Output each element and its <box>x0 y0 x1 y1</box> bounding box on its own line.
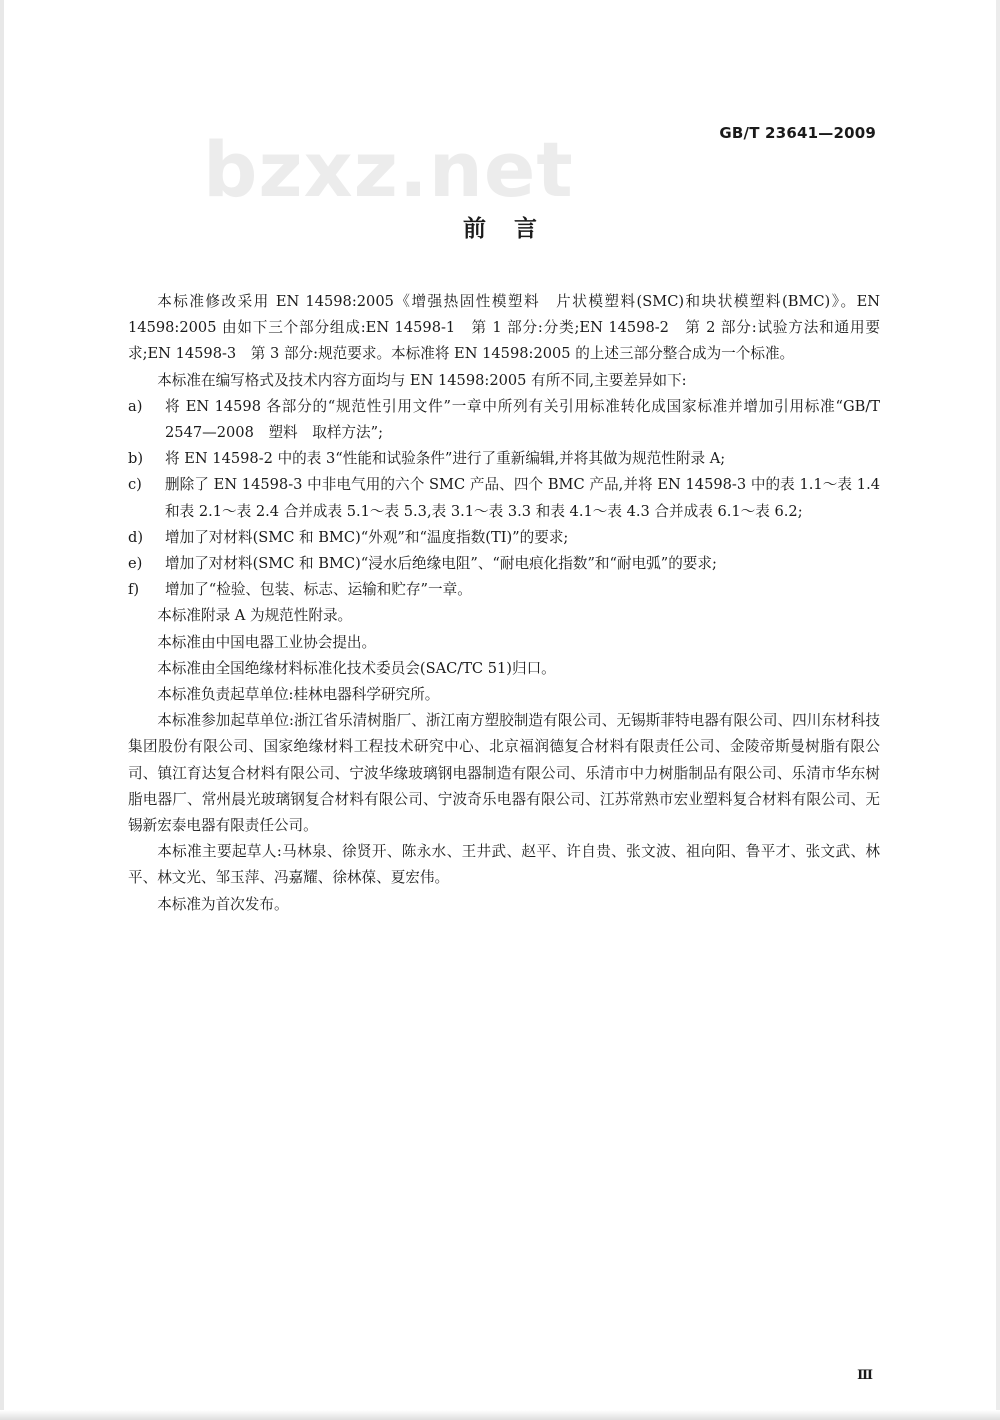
committee-statement: 本标准由全国绝缘材料标准化技术委员会(SAC/TC 51)归口。 <box>157 659 556 677</box>
annex-statement: 本标准附录 A 为规范性附录。 <box>157 607 353 625</box>
first-release-statement: 本标准为首次发布。 <box>157 895 289 913</box>
page-title-char-2: 言 <box>514 216 537 242</box>
page-bottom-shadow <box>0 1410 1000 1420</box>
list-item-marker: b) <box>128 450 144 468</box>
participants-statement: 本标准参加起草单位:浙江省乐清树脂厂、浙江南方塑胶制造有限公司、无锡斯菲特电器有限公司、四川东材科技集团股份有限公司、国家绝缘材料工程技术研究中心、北京福润德复合材料有限责任公司、金陵帝斯曼树脂有限公司、镇江育达复合材料有限公司、宁波华缘玻璃钢电器制造有限公司、乐清市中力树脂制品有限公司、乐清市华东树脂电器厂、常州晨光玻璃钢复合材料有限公司、宁波奇乐电器有限公司、江苏常熟市宏业塑料复合材料有限公司、无锡新宏泰电器有限责任公司。 <box>128 712 880 835</box>
list-item-text: 将 EN 14598-2 中的表 3“性能和试验条件”进行了重新编辑,并将其做为规范性附录 A; <box>165 450 726 468</box>
page-number: Ⅲ <box>857 1368 873 1383</box>
list-item <box>128 577 880 603</box>
list-item-marker: e) <box>128 555 143 573</box>
proposer-statement: 本标准由中国电器工业协会提出。 <box>157 633 377 651</box>
list-item-text: 增加了“检验、包装、标志、运输和贮存”一章。 <box>165 581 472 599</box>
intro-paragraph: 本标准修改采用 EN 14598:2005《增强热固性模塑料 片状模塑料(SMC)和块状模塑料(BMC)》。EN 14598:2005 由如下三个部分组成:EN 14598-1 第 1 部分:分类;EN 14598-2 第 2 部分:试验方法和通用要求;EN 14598-3 第 3 部分:规范要求。本标准将 EN 14598:2005 的上述三部分整合成为一个标准。 <box>128 293 880 363</box>
list-item-text: 增加了对材料(SMC 和 BMC)“外观”和“温度指数(TI)”的要求; <box>165 528 569 546</box>
list-item <box>128 472 880 524</box>
list-item-text: 删除了 EN 14598-3 中非电气用的六个 SMC 产品、四个 BMC 产品,并将 EN 14598-3 中的表 1.1～表 1.4 和表 2.1～表 2.4 合并成表 5.1～表 5.3,表 3.1～表 3.3 和表 4.1～表 4.3 合并成表 6.1～表 6.2; <box>165 476 880 520</box>
list-item <box>128 446 880 472</box>
list-item-marker: a) <box>128 397 143 415</box>
list-item-text: 将 EN 14598 各部分的“规范性引用文件”一章中所列有关引用标准转化成国家标准并增加引用标准“GB/T 2547—2008 塑料 取样方法”; <box>165 397 880 442</box>
watermark: bzxz.net <box>203 125 574 214</box>
drafters-statement: 本标准主要起草人:马林泉、徐贤开、陈永水、王井武、赵平、许自贵、张文波、祖向阳、鲁平才、张文武、林平、林文光、邹玉萍、冯嘉耀、徐林葆、夏宏伟。 <box>128 843 880 887</box>
differences-intro: 本标准在编写格式及技术内容方面均与 EN 14598:2005 有所不同,主要差异如下: <box>157 371 687 389</box>
page-title <box>0 210 1000 243</box>
list-item-marker: f) <box>128 581 140 599</box>
page-title-char-1: 前 <box>463 216 486 242</box>
list-item-marker: d) <box>128 528 144 546</box>
list-item <box>128 525 880 551</box>
standard-code: GB/T 23641—2009 <box>719 124 876 142</box>
list-item-text: 增加了对材料(SMC 和 BMC)“浸水后绝缘电阻”、“耐电痕化指数”和“耐电弧”的要求; <box>165 555 717 573</box>
preface-body <box>128 289 880 918</box>
drafting-unit-statement: 本标准负责起草单位:桂林电器科学研究所。 <box>157 686 440 704</box>
list-item <box>128 551 880 577</box>
list-item-marker: c) <box>128 476 142 494</box>
list-item <box>128 394 880 446</box>
